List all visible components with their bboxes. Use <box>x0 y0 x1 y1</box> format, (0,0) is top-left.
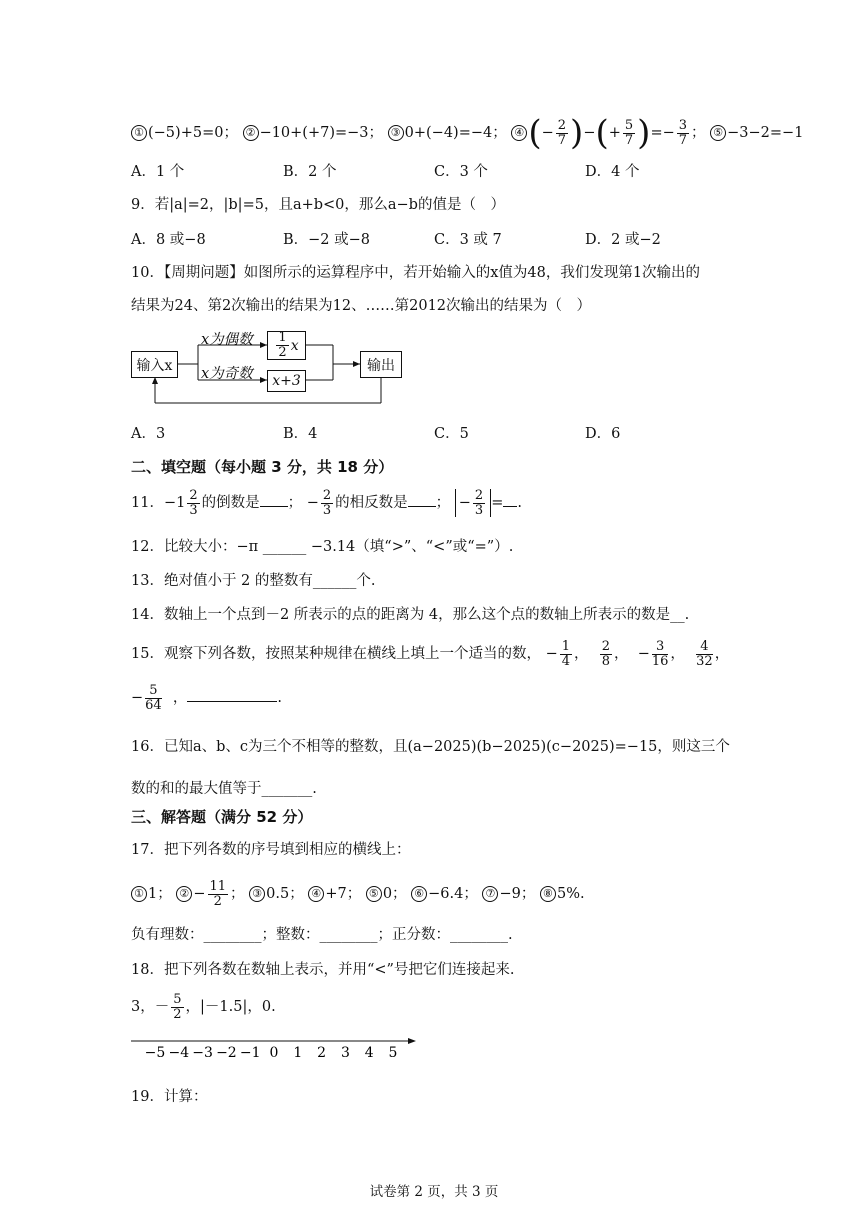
number-line-tick-label: 4 <box>364 1045 374 1061</box>
page-footer: 试卷第 2 页，共 3 页 <box>369 1184 499 1200</box>
flow-even-label: x为偶数 <box>201 332 253 348</box>
section-solve: 三、解答题（满分 52 分） <box>131 808 313 826</box>
number-line-tick-label: −1 <box>239 1045 261 1061</box>
flow-half-box: $\frac{1}{2}$ x <box>267 331 306 360</box>
option-d: D．2 或−2 <box>585 232 661 248</box>
option-d: D．6 <box>585 426 621 442</box>
flow-odd-label: x为奇数 <box>201 366 253 382</box>
option-a: A．3 <box>131 426 166 442</box>
item-number: ③ <box>388 125 404 141</box>
q15-line1: 15．观察下列各数，按照某种规律在横线上填上一个适当的数， − $\frac{1}{4}$ ， $\frac{2}{8}$ ， − $\frac{3}{16}$ ， $\frac{4}{32}$ ， <box>131 639 730 669</box>
q17-items: ① 1； ② − $\frac{11}{2}$ ； ③ 0.5； ④ +7； ⑤ 0； ⑥ −6.4； ⑦ −9； ⑧ 5%. <box>131 880 585 908</box>
q17-title: 17．把下列各数的序号填到相应的横线上： <box>131 842 411 858</box>
q17-fill: 负有理数：________；整数：________；正分数：________. <box>131 927 513 943</box>
option-b: B．2 个 <box>283 164 337 180</box>
q19: 19．计算： <box>131 1089 208 1105</box>
number-line-tick-label: −2 <box>216 1045 237 1061</box>
section-fill-in: 二、填空题（每小题 3 分，共 18 分） <box>131 458 394 476</box>
item-number: ⑤ <box>710 125 726 141</box>
number-line-tick-label: 5 <box>388 1045 398 1061</box>
item-number: ② <box>243 125 259 141</box>
q9-stem: 9．若|a|=2，|b|=5，且a+b<0，那么a−b的值是（ ） <box>131 197 505 213</box>
item-number: ① <box>131 125 147 141</box>
option-b: B．−2 或−8 <box>283 232 371 248</box>
fraction: $\frac{5}{7}$ <box>624 117 634 148</box>
item-number: ④ <box>511 125 527 141</box>
q13: 13．绝对值小于 2 的整数有______个. <box>131 573 376 589</box>
q11: 11．−1 $\frac{2}{3}$ 的倒数是 ； − $\frac{2}{3}$ 的相反数是 ； − $\frac{2}{3}$ = . <box>131 488 522 518</box>
q16-line2: 数的和的最大值等于_______. <box>131 781 317 797</box>
q18-title: 18．把下列各数在数轴上表示，并用“<”号把它们连接起来. <box>131 962 515 978</box>
q18-numbers: 3，－ $\frac{5}{2}$ ，|－1.5|，0. <box>131 992 276 1022</box>
option-b: B．4 <box>283 426 318 442</box>
number-line-tick-label: 0 <box>269 1045 279 1061</box>
option-a: A．1 个 <box>131 164 185 180</box>
number-line-tick-label: 1 <box>293 1045 303 1061</box>
flow-input-box: 输入x <box>131 351 178 378</box>
q15-line2: − $\frac{5}{64}$ ， . <box>131 683 283 713</box>
q12: 12．比较大小：−π ______ −3.14（填“>”、“<”或“=”）. <box>131 539 514 555</box>
expression: −3−2=−1 <box>727 125 804 141</box>
expression: 0+(−4)=−4； <box>404 125 507 141</box>
flow-output-box: 输出 <box>360 351 402 378</box>
option-a: A．8 或−8 <box>131 232 206 248</box>
number-line-tick-label: −4 <box>168 1045 190 1061</box>
expression: −10+(+7)=−3； <box>259 125 384 141</box>
number-line-tick-label: 2 <box>317 1045 327 1061</box>
option-c: C．5 <box>434 426 469 442</box>
expression: (−5)+5=0； <box>148 125 238 141</box>
number-line-tick-label: −5 <box>144 1045 166 1061</box>
number-line-tick-label: −3 <box>192 1045 213 1061</box>
q8-expressions: ① (−5)+5=0； ② −10+(+7)=−3； ③ 0+(−4)=−4； ④ (− $\frac{2}{7}$ )−(+ $\frac{5}{7}$ )=− $\frac{3}{7}$ ； ⑤ −3−2=−1 <box>131 116 803 150</box>
fraction: $\frac{3}{7}$ <box>678 117 688 148</box>
option-c: C．3 个 <box>434 164 488 180</box>
flow-plus3-box: x+3 <box>267 370 306 392</box>
q10-stem-line2: 结果为24、第2次输出的结果为12、……第2012次输出的结果为（ ） <box>131 298 592 314</box>
q10-stem-line1: 10．【周期问题】如图所示的运算程序中，若开始输入的x值为48，我们发现第1次输出的 <box>131 265 701 281</box>
q14: 14．数轴上一个点到－2 所表示的点的距离为 4，那么这个点的数轴上所表示的数是__. <box>131 607 690 623</box>
number-line-tick-label: 3 <box>340 1045 350 1061</box>
option-c: C．3 或 7 <box>434 232 502 248</box>
number-line <box>0 1030 868 1070</box>
option-d: D．4 个 <box>585 164 640 180</box>
q16-line1: 16．已知a、b、c为三个不相等的整数，且(a−2025)(b−2025)(c−2025)=−15，则这三个 <box>131 739 730 755</box>
fraction: $\frac{2}{7}$ <box>557 117 567 148</box>
